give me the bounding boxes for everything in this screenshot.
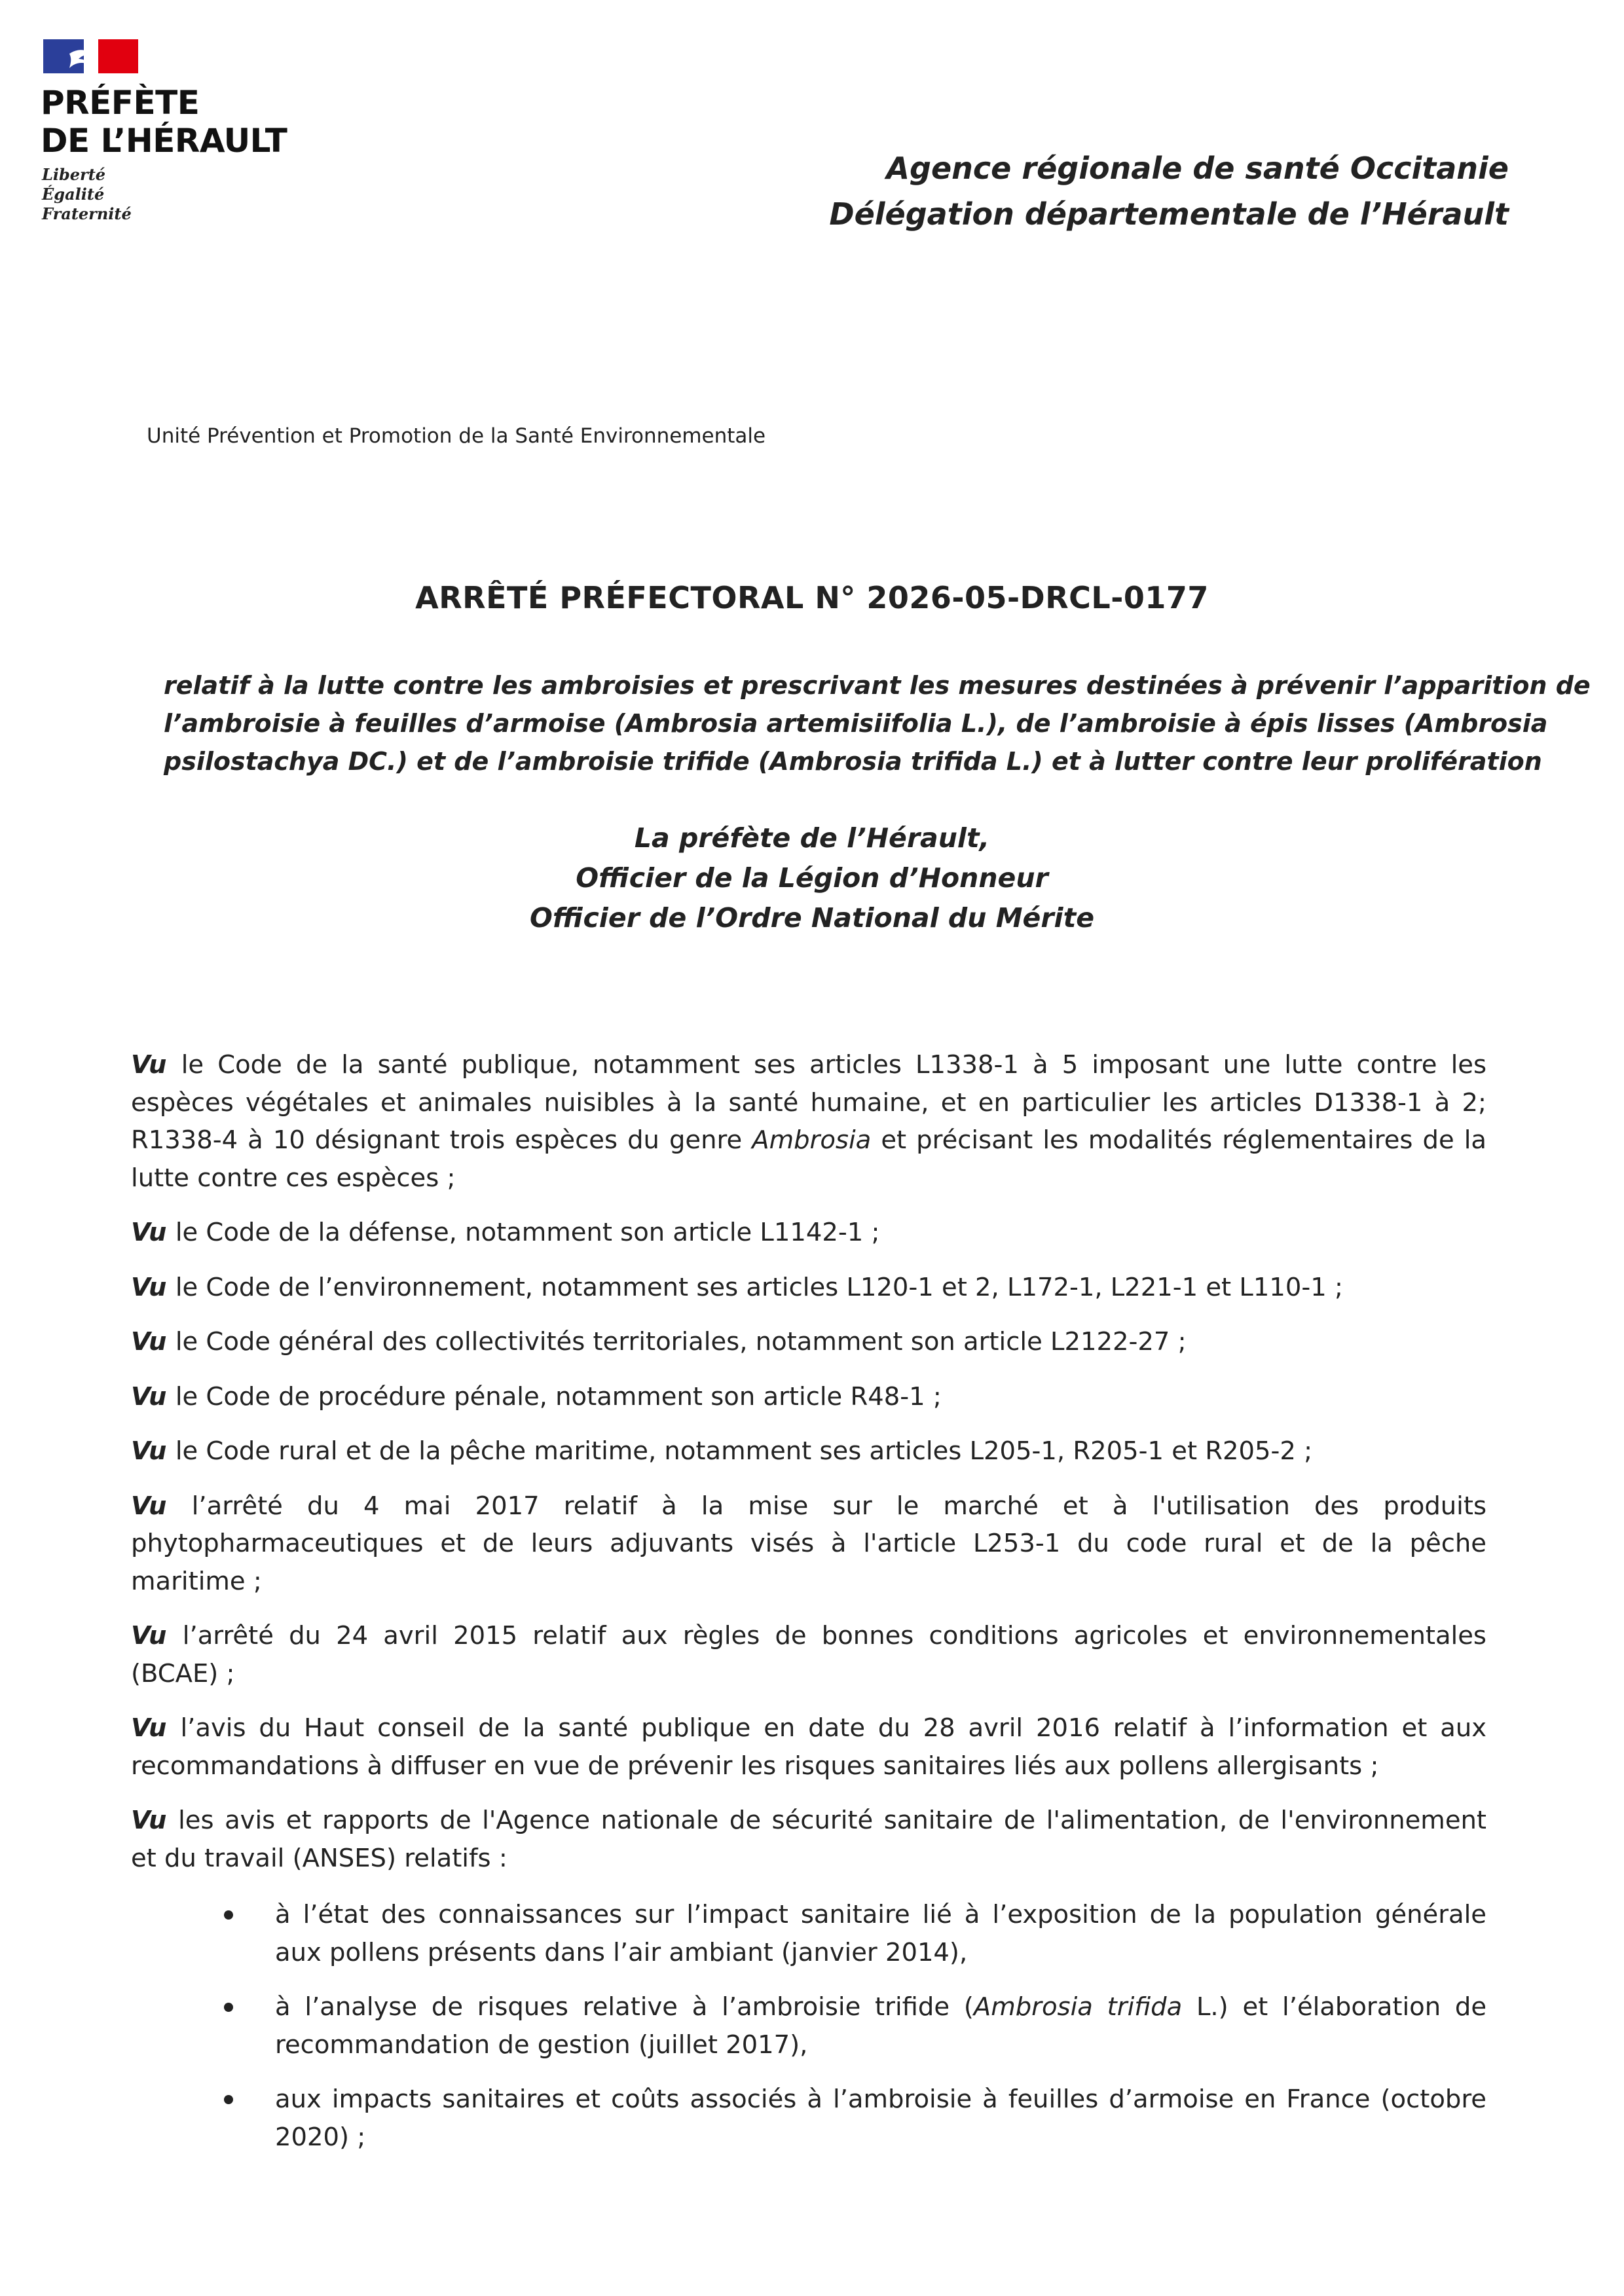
list-item (131, 1896, 1486, 1971)
signatory-honor-1: Officier de la Légion d’Honneur (576, 862, 1048, 894)
anses-reports-list (131, 1896, 1486, 2173)
subject-line: relatif à la lutte contre les ambroisies et prescrivant les mesures destinées à prévenir l’apparition de (164, 671, 1591, 700)
visa-vu-label: Vu (131, 1621, 183, 1650)
visa-paragraph (131, 1269, 1486, 1307)
text-line: recommandations à diffuser en vue de prévenir les risques sanitaires liés aux pollens allergisants ; (131, 1751, 1379, 1781)
subject-line: psilostachya DC.) et de l’ambroisie trifide (Ambrosia trifida L.) et à lutter contre leur prolifération (164, 747, 1542, 776)
text-segment: R1338-4 à 10 désignant trois espèces du genre (131, 1125, 752, 1155)
text-line: Vu le Code de l’environnement, notamment ses articles L120-1 et 2, L172-1, L221-1 et L110-1 ; (131, 1272, 1343, 1302)
text-line: 2020) ; (275, 2122, 366, 2152)
text-line (131, 1121, 1486, 1159)
prefecture-line-2: DE L’HÉRAULT (41, 122, 287, 160)
prefecture-line-1: PRÉFÈTE (41, 84, 200, 122)
visa-paragraph (131, 1046, 1486, 1197)
visa-vu-label: Vu (131, 1050, 181, 1080)
visa-paragraph (131, 1487, 1486, 1601)
motto-liberte: Liberté (42, 165, 106, 184)
subject-line: l’ambroisie à feuilles d’armoise (Ambrosia artemisiifolia L.), de l’ambroisie à épis lisses (Ambrosia (164, 709, 1548, 738)
issuing-unit: Unité Prévention et Promotion de la Santé Environnementale (147, 424, 766, 448)
text-line: Vu les avis et rapports de l'Agence nationale de sécurité sanitaire de l'alimentation, de l'environnement (131, 1806, 1486, 1835)
decree-title: ARRÊTÉ PRÉFECTORAL N° 2026-05-DRCL-0177 (415, 580, 1209, 615)
text-line (275, 1988, 1486, 2026)
text-line: aux pollens présents dans l’air ambiant (janvier 2014), (275, 1937, 968, 1967)
list-item (131, 1988, 1486, 2064)
text-line: Vu le Code de procédure pénale, notamment son article R48-1 ; (131, 1381, 942, 1412)
bullet-icon (224, 1910, 233, 1920)
signatory-title: La préfète de l’Hérault, (634, 822, 990, 854)
text-segment: et précisant les modalités réglementaires de la (871, 1125, 1486, 1155)
text-line: Vu le Code de la santé publique, notamment ses articles L1338-1 à 5 imposant une lutte contre les (131, 1050, 1487, 1080)
agency-name: Agence régionale de santé Occitanie (886, 151, 1509, 186)
republic-motto (42, 165, 132, 224)
text-line: Vu l’avis du Haut conseil de la santé publique en date du 28 avril 2016 relatif à l’information et aux (131, 1713, 1486, 1743)
text-line: phytopharmaceutiques et de leurs adjuvants visés à l'article L253-1 du code rural et de la pêche (131, 1529, 1486, 1558)
italic-term: Ambrosia (752, 1125, 872, 1155)
motto-egalite: Égalité (42, 185, 105, 204)
italic-term: Ambrosia trifida (973, 1992, 1183, 2022)
visa-vu-label: Vu (131, 1491, 192, 1521)
text-line: Vu le Code de la défense, notamment son article L1142-1 ; (131, 1218, 880, 1247)
visa-vu-label: Vu (131, 1218, 175, 1247)
visa-vu-label: Vu (131, 1327, 175, 1357)
visa-paragraph (131, 1802, 1486, 1877)
text-line: Vu le Code général des collectivités territoriales, notamment son article L2122-27 ; (131, 1327, 1187, 1357)
visa-paragraph (131, 1323, 1486, 1361)
text-line: recommandation de gestion (juillet 2017), (275, 2030, 808, 2060)
list-item (131, 2081, 1486, 2156)
visa-paragraph (131, 1214, 1486, 1252)
text-line: aux impacts sanitaires et coûts associés à l’ambroisie à feuilles d’armoise en France (octobre (275, 2085, 1486, 2114)
visa-paragraph (131, 1709, 1486, 1785)
visa-vu-label: Vu (131, 1713, 181, 1743)
text-line: Vu l’arrêté du 4 mai 2017 relatif à la mise sur le marché et à l'utilisation des produits (131, 1491, 1487, 1521)
visa-vu-label: Vu (131, 1272, 175, 1302)
signatory-block (0, 818, 1624, 938)
visa-vu-label: Vu (131, 1436, 175, 1466)
visa-paragraph (131, 1432, 1486, 1470)
visas-list (131, 1046, 1486, 1894)
motto-fraternite: Fraternité (42, 204, 132, 223)
signatory-honor-2: Officier de l’Ordre National du Mérite (529, 902, 1095, 934)
text-line: et du travail (ANSES) relatifs : (131, 1843, 507, 1873)
visa-vu-label: Vu (131, 1381, 175, 1412)
visa-paragraph (131, 1617, 1486, 1692)
text-line: espèces végétales et animales nuisibles à la santé humaine, et en particulier les articles D1338-1 à 2; (131, 1087, 1486, 1118)
text-line: (BCAE) ; (131, 1658, 235, 1688)
text-segment: L.) et l’élaboration de (1182, 1992, 1487, 2022)
text-line: maritime ; (131, 1566, 262, 1596)
visa-vu-label: Vu (131, 1806, 179, 1835)
prefecture-name (41, 84, 287, 160)
text-line: à l’état des connaissances sur l’impact sanitaire lié à l’exposition de la population générale (275, 1900, 1486, 1929)
agency-header (829, 145, 1509, 237)
marianne-flag-icon (43, 38, 138, 75)
text-line: Vu le Code rural et de la pêche maritime, notamment ses articles L205-1, R205-1 et R205-2 ; (131, 1436, 1313, 1466)
visa-paragraph (131, 1378, 1486, 1416)
decree-subject (164, 666, 1591, 780)
bullet-icon (224, 2003, 233, 2012)
text-segment: à l’analyse de risques relative à l’ambroisie trifide ( (275, 1992, 974, 2022)
text-line: lutte contre ces espèces ; (131, 1163, 456, 1193)
text-line: Vu l’arrêté du 24 avril 2015 relatif aux règles de bonnes conditions agricoles et environnementales (131, 1621, 1486, 1650)
agency-delegation: Délégation départementale de l’Hérault (829, 196, 1509, 232)
bullet-icon (224, 2095, 233, 2104)
